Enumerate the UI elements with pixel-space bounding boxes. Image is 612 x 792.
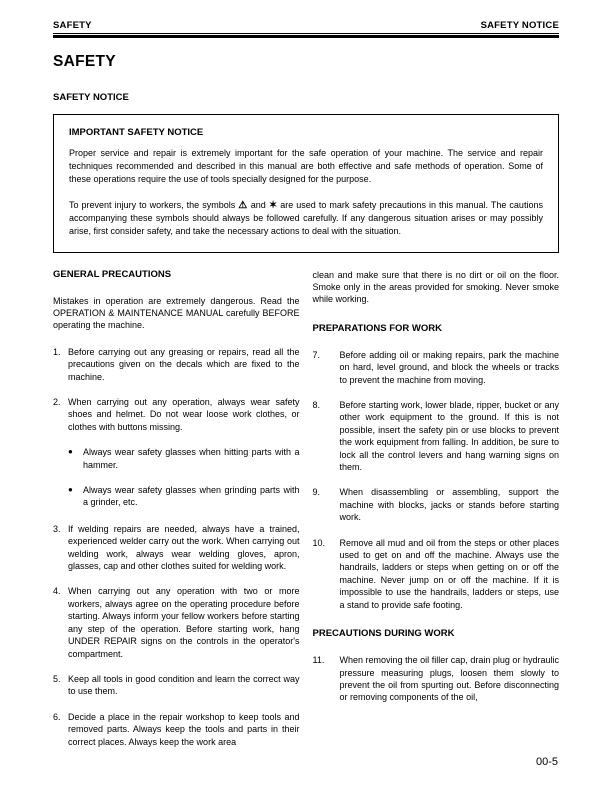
- notice-paragraph-1: Proper service and repair is extremely important for the safe operation of your machine. The service and repair techniques recommended and described in this manual are both effective and safe methods of operation. Some of these operations require the use of tools specially designed for the purpose.: [69, 147, 543, 184]
- item-number: 8.: [312, 400, 321, 411]
- item-number: 2.: [53, 397, 61, 408]
- item-text: Before adding oil or making repairs, park the machine on hard, level ground, and block the wheels or tracks to prevent the machine from moving.: [339, 349, 559, 385]
- header-rule-thin: [53, 33, 559, 34]
- notice-paragraph-2-after: are used to mark safety precautions in this manual. The cautions accompanying these symbols should always be followed carefully. If any dangerous situation arises or may possibly arise, first consider safety, and take the necessary actions to deal with the situation.: [69, 199, 543, 236]
- item-number: 11.: [312, 655, 325, 666]
- item-number: 6.: [53, 711, 61, 722]
- item-text: Before starting work, lower blade, ripper, bucket or any other work equipment to the ground. If this is not possible, insert the safety pin or use blocks to prevent the work equipment from falling. In addition, be sure to lock all the control levers and hang warning signs on them.: [339, 400, 559, 473]
- item-6-continuation: clean and make sure that there is no dirt or oil on the floor. Smoke only in the areas provided for smoking. Never smoke while working.: [312, 269, 559, 305]
- item-text: Remove all mud and oil from the steps or other places used to get on and off the machine. Always use the handrails, ladders or steps when getting on or off the machine. Never jump on or off the machine. If it is impossible to use the handrails, ladders or steps, use a stand to provide safe footing.: [339, 537, 559, 610]
- list-item-10: [313, 537, 560, 611]
- item-text: When disassembling or assembling, support the machine with blocks, jacks or stands before starting work.: [339, 487, 559, 523]
- item-number: 9.: [312, 487, 321, 498]
- list-item-1: [53, 346, 300, 383]
- heading-preparations-for-work: PREPARATIONS FOR WORK: [312, 322, 442, 334]
- heading-precautions-during-work: PRECAUTIONS DURING WORK: [312, 628, 455, 640]
- bullet-text: Always wear safety glasses when grinding parts with a grinder, etc.: [83, 485, 300, 508]
- star-symbol-icon: ✶: [268, 199, 278, 211]
- list-item-5: [53, 673, 300, 698]
- warning-triangle-icon: ⚠: [238, 199, 248, 211]
- notice-box-heading: IMPORTANT SAFETY NOTICE: [69, 126, 204, 138]
- item-number: 1.: [53, 346, 61, 357]
- item-number: 4.: [53, 586, 61, 597]
- running-header: [53, 20, 559, 33]
- list-item-9: [313, 486, 560, 523]
- list-item-3: [53, 523, 300, 573]
- header-rule-thick: [53, 35, 559, 37]
- general-precautions-intro: Mistakes in operation are extremely dangerous. Read the OPERATION & MAINTENANCE MANUAL carefully BEFORE operating the machine.: [53, 295, 300, 331]
- page-title: SAFETY: [53, 52, 116, 70]
- list-item-11: [313, 654, 560, 704]
- heading-general-precautions: GENERAL PRECAUTIONS: [53, 268, 172, 280]
- right-column: [313, 269, 560, 748]
- page-subtitle: SAFETY NOTICE: [53, 91, 129, 103]
- bullet-text: Always wear safety glasses when hitting parts with a hammer.: [83, 447, 300, 470]
- list-item-7: [313, 349, 560, 386]
- item-text: Before carrying out any greasing or repairs, read all the precautions given on the decals which are fixed to the machine.: [68, 346, 300, 382]
- notice-paragraph-2-before: To prevent injury to workers, the symbols: [69, 199, 236, 210]
- page-number: 00-5: [535, 756, 558, 768]
- list-item-4: [53, 585, 300, 659]
- item-number: 3.: [53, 523, 61, 534]
- item-text: When carrying out any operation with two or more workers, always agree on the operating procedure before starting. Always inform your fellow workers before starting any step of the operation. Before starting work, hang UNDER REPAIR signs on the controls in the operator's compartment.: [68, 586, 300, 659]
- left-column: [53, 269, 300, 748]
- notice-paragraph-2: [69, 199, 543, 238]
- item-number: 7.: [312, 349, 321, 360]
- bullet-icon: ●: [68, 447, 73, 457]
- item-number: 5.: [53, 673, 61, 684]
- notice-paragraph-2-mid: and: [250, 199, 266, 210]
- item-text: When removing the oil filler cap, drain plug or hydraulic pressure measuring plugs, loosen them slowly to prevent the oil from spurting out. Before disconnecting or removing components of the oil,: [339, 655, 559, 703]
- item-number: 10.: [312, 537, 326, 548]
- running-header-left: SAFETY: [53, 20, 92, 31]
- important-safety-notice-box: [53, 114, 559, 253]
- bullet-item-grinder: [68, 484, 300, 509]
- bullet-item-hammer: [68, 446, 300, 471]
- list-item-2: [53, 396, 300, 433]
- item-text: If welding repairs are needed, always have a trained, experienced welder carry out the work. When carrying out welding work, always wear welding gloves, apron, glasses, cap and other clothes suited for welding work.: [68, 523, 300, 572]
- running-header-right: SAFETY NOTICE: [480, 20, 559, 31]
- bullet-icon: ●: [68, 485, 73, 495]
- item-text: Keep all tools in good condition and learn the correct way to use them.: [68, 673, 300, 697]
- list-item-8: [313, 399, 560, 473]
- item-text: When carrying out any operation, always wear safety shoes and helmet. Do not wear loose work clothes, or clothes with buttons missing.: [68, 397, 300, 432]
- item-text: Decide a place in the repair workshop to keep tools and removed parts. Always keep the tools and parts in their correct places. Always keep the work area: [68, 711, 300, 747]
- list-item-6: [53, 711, 300, 748]
